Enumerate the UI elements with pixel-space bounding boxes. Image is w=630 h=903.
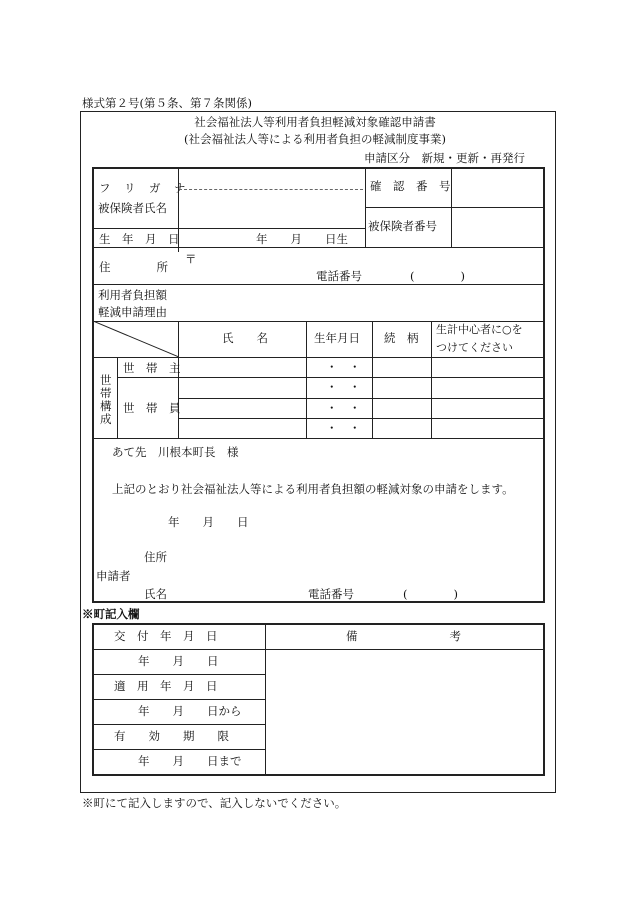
applicant-phone-parens: ( ) <box>403 587 458 601</box>
valid-period-label: 有 効 期 限 <box>114 729 229 743</box>
office-section-label: ※町記入欄 <box>82 607 140 621</box>
application-type: 申請区分 新規・更新・再発行 <box>364 151 525 165</box>
furigana-divider <box>179 189 363 190</box>
applicant-label: 申請者 <box>96 569 131 583</box>
issue-date-label: 交 付 年 月 日 <box>114 629 218 643</box>
form-title: 社会福祉法人等利用者負担軽減対象確認申請書 <box>194 115 436 129</box>
member1-birth-dots: ・ ・ <box>326 380 361 394</box>
head-birth-dots: ・ ・ <box>326 360 361 374</box>
col-name-header: 氏 名 <box>222 331 268 345</box>
apply-from-value: 年 月 日から <box>138 704 242 718</box>
applicant-address-label: 住所 <box>144 550 167 564</box>
household-group-char-4: 成 <box>100 412 112 426</box>
remarks-label: 備 考 <box>346 629 461 643</box>
confirmation-number-label: 確 認 番 号 <box>370 179 451 193</box>
member1-name-field[interactable] <box>180 379 304 397</box>
col-birth-header: 生年月日 <box>314 331 360 345</box>
member3-birth-dots: ・ ・ <box>326 421 361 435</box>
form-number: 様式第２号(第５条、第７条関係) <box>82 96 252 110</box>
reason-field[interactable] <box>180 286 542 319</box>
declaration-date: 年 月 日 <box>168 515 249 529</box>
insured-name-field[interactable] <box>180 191 362 225</box>
head-name-field[interactable] <box>180 359 304 376</box>
member3-name-field[interactable] <box>180 420 304 437</box>
household-group-char-1: 世 <box>100 373 112 387</box>
phone-parens: ( ) <box>410 269 465 283</box>
furigana-label: フ リ ガ ナ <box>99 181 187 195</box>
postal-mark: 〒 <box>185 252 197 266</box>
col-relation-header: 続 柄 <box>384 331 419 345</box>
household-head-label: 世 帯 主 <box>123 361 181 375</box>
member2-birth-dots: ・ ・ <box>326 401 361 415</box>
insured-number-field[interactable] <box>453 209 543 246</box>
birth-date-label: 生 年 月 日 <box>99 232 180 246</box>
household-group-char-2: 帯 <box>100 386 112 400</box>
member2-name-field[interactable] <box>180 400 304 417</box>
phone-label: 電話番号 <box>316 269 362 283</box>
col-main-header-2: つけてください <box>436 341 513 354</box>
reason-label-1: 利用者負担額 <box>98 288 167 302</box>
applicant-phone-label: 電話番号 <box>308 587 354 601</box>
footer-note: ※町にて記入しますので、記入しないでください。 <box>82 796 347 810</box>
reason-label-2: 軽減申請理由 <box>98 305 167 319</box>
address-field[interactable] <box>198 250 542 282</box>
form-subtitle: (社会福祉法人等による利用者負担の軽減制度事業) <box>184 132 446 146</box>
declaration-statement: 上記のとおり社会福祉法人等による利用者負担額の軽減対象の申請をします。 <box>112 482 514 496</box>
addressee: あて先 川根本町長 様 <box>112 445 239 459</box>
issue-date-value: 年 月 日 <box>138 654 219 668</box>
col-main-header-1: 生計中心者に○を <box>436 323 523 336</box>
household-member-label: 世 帯 員 <box>123 401 181 415</box>
diagonal-header-line <box>93 321 179 357</box>
address-label: 住 所 <box>99 260 168 274</box>
valid-until-value: 年 月 日まで <box>138 754 242 768</box>
insured-number-label: 被保険者番号 <box>368 219 437 233</box>
birth-date-value: 年 月 日生 <box>256 232 348 246</box>
confirmation-number-field[interactable] <box>453 170 543 206</box>
insured-name-label: 被保険者氏名 <box>98 201 167 215</box>
apply-date-label: 適 用 年 月 日 <box>114 679 218 693</box>
furigana-field[interactable] <box>180 170 362 188</box>
household-group-char-3: 構 <box>100 399 112 413</box>
applicant-name-label: 氏名 <box>144 587 167 601</box>
